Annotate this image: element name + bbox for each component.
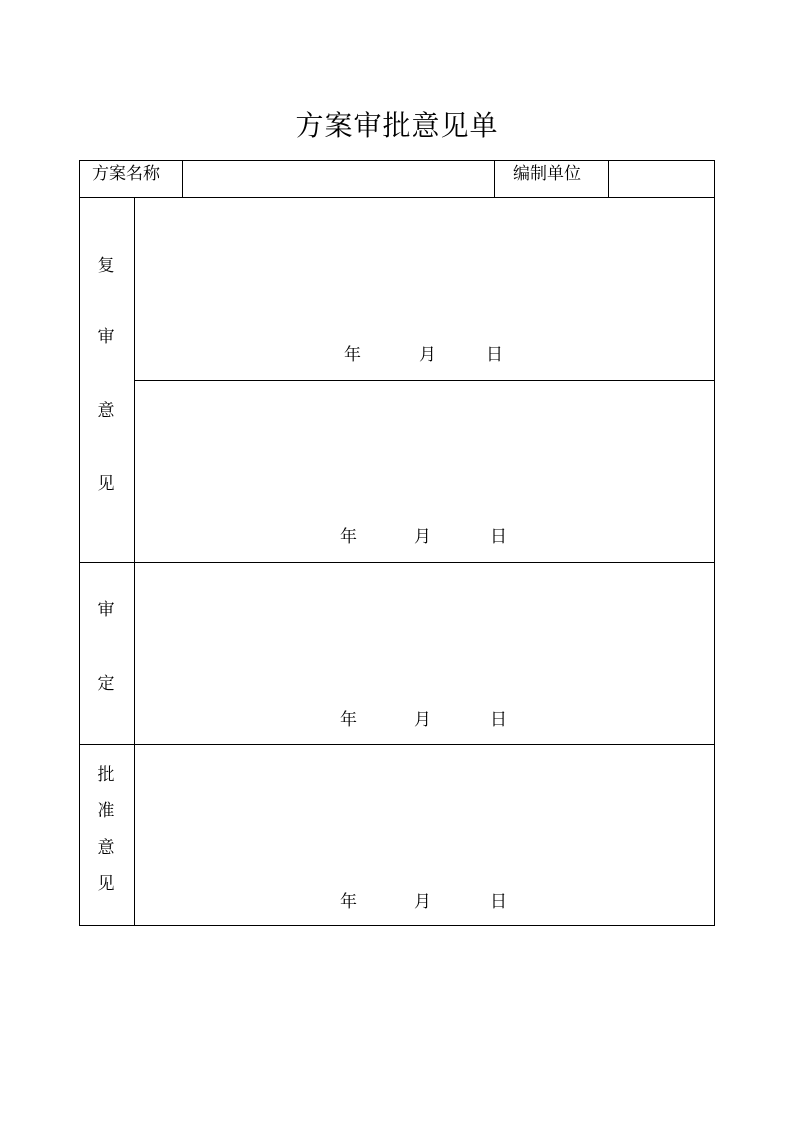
label-column-divider	[134, 197, 135, 926]
compiler-field[interactable]	[610, 161, 714, 196]
final-day: 日	[490, 892, 507, 912]
review2-day: 日	[490, 527, 507, 547]
final-label-char-2: 准	[97, 801, 115, 821]
check-section-divider	[79, 744, 715, 745]
review1-month: 月	[419, 345, 436, 365]
final-label-char-4: 见	[97, 874, 115, 894]
check-comment-area[interactable]	[136, 564, 714, 704]
review-section-divider	[79, 562, 715, 563]
review-label-char-1: 复	[97, 256, 115, 276]
review2-month: 月	[414, 527, 431, 547]
final-label-char-3: 意	[97, 838, 115, 858]
check-year: 年	[340, 710, 357, 730]
header-col-divider-3	[608, 160, 609, 197]
final-label-char-1: 批	[97, 765, 115, 785]
plan-name-label: 方案名称	[92, 164, 160, 184]
compiler-label: 编制单位	[513, 164, 581, 184]
header-row-divider	[79, 197, 715, 198]
review-label-char-2: 审	[97, 327, 115, 347]
header-col-divider-2	[494, 160, 495, 197]
review-label-char-3: 意	[97, 401, 115, 421]
check-label-char-1: 审	[97, 600, 115, 620]
form-title: 方案审批意见单	[295, 109, 499, 142]
check-label-char-2: 定	[97, 674, 115, 694]
final-comment-area[interactable]	[136, 746, 714, 886]
plan-name-field[interactable]	[184, 161, 492, 196]
header-col-divider-1	[182, 160, 183, 197]
check-month: 月	[414, 710, 431, 730]
review1-day: 日	[486, 345, 503, 365]
review-label-char-4: 见	[97, 474, 115, 494]
review1-year: 年	[344, 345, 361, 365]
review-inner-divider	[134, 380, 715, 381]
final-year: 年	[340, 892, 357, 912]
check-day: 日	[490, 710, 507, 730]
review-comment-area-1[interactable]	[136, 199, 714, 339]
review2-year: 年	[340, 527, 357, 547]
review-comment-area-2[interactable]	[136, 382, 714, 522]
final-month: 月	[414, 892, 431, 912]
